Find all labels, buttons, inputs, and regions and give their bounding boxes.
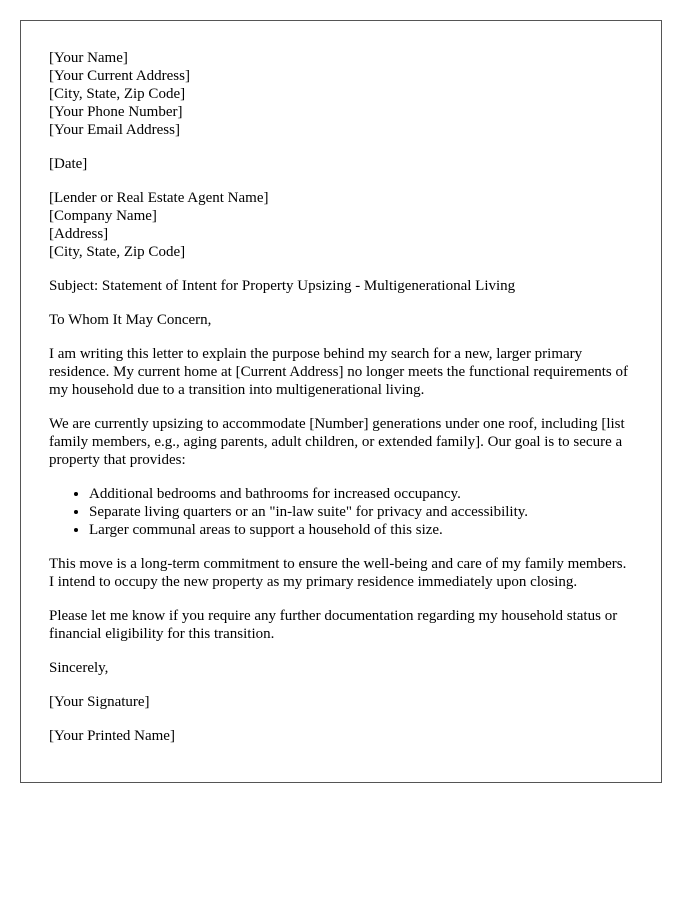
signature: [Your Signature]	[49, 694, 150, 710]
salutation: To Whom It May Concern,	[49, 312, 212, 328]
letter	[20, 20, 662, 783]
subject-line: Subject: Statement of Intent for Property Upsizing - Multigenerational Living	[49, 278, 516, 294]
recipient-block	[49, 189, 634, 261]
requirements-list	[49, 485, 634, 539]
printed-name: [Your Printed Name]	[49, 728, 175, 744]
recipient-city: [City, State, Zip Code]	[49, 244, 186, 260]
list-item: • Larger communal areas to support a household of this size.	[89, 521, 634, 539]
list-item: • Separate living quarters or an "in-law suite" for privacy and accessibility.	[89, 503, 634, 521]
recipient-company: [Company Name]	[49, 208, 157, 224]
closing: Sincerely,	[49, 660, 109, 676]
paragraph-goal: We are currently upsizing to accommodate [Number] generations under one roof, including [list family members, e.g., aging parents, adult children, or extended family]. Our goal is to secure a property that provides:	[49, 416, 625, 468]
sender-phone: [Your Phone Number]	[49, 104, 183, 120]
recipient-address: [Address]	[49, 226, 109, 242]
sender-email: [Your Email Address]	[49, 122, 180, 138]
sender-name: [Your Name]	[49, 50, 128, 66]
paragraph-documentation: Please let me know if you require any further documentation regarding my household status or financial eligibility for this transition.	[49, 608, 618, 642]
paragraph-commitment: This move is a long-term commitment to ensure the well-being and care of my family members. I intend to occupy the new property as my primary residence immediately upon closing.	[49, 556, 627, 590]
sender-city: [City, State, Zip Code]	[49, 86, 186, 102]
sender-block	[49, 49, 634, 139]
recipient-name: [Lender or Real Estate Agent Name]	[49, 190, 269, 206]
paragraph-purpose: I am writing this letter to explain the purpose behind my search for a new, larger primary residence. My current home at [Current Address] no longer meets the functional requirements of my household due to a transition into multigenerational living.	[49, 346, 628, 398]
sender-address: [Your Current Address]	[49, 68, 190, 84]
date: [Date]	[49, 156, 88, 172]
list-item: • Additional bedrooms and bathrooms for increased occupancy.	[89, 485, 634, 503]
